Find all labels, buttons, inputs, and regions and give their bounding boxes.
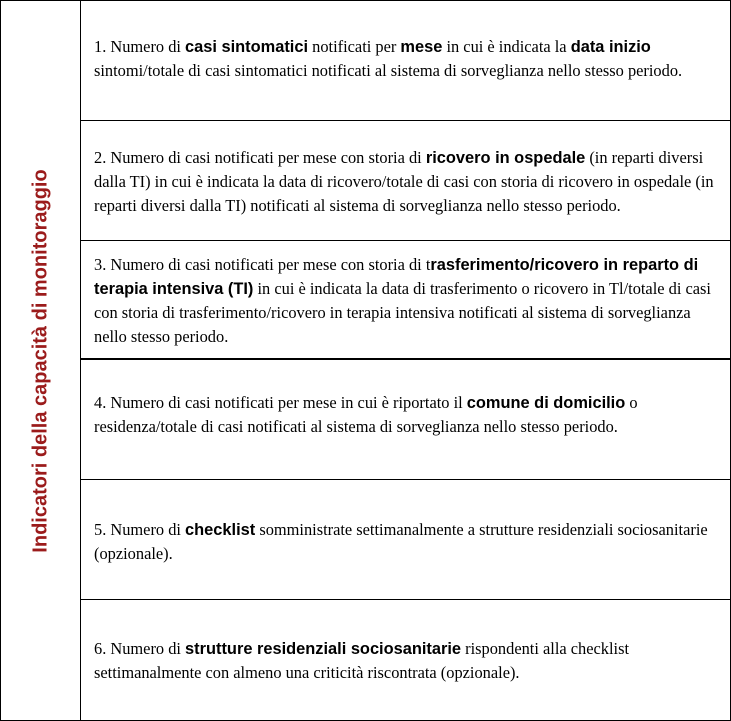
indicator-6-text-part: 6. Numero di [94,639,186,658]
indicator-1-bold-term: casi sintomatici [185,37,309,56]
indicator-text-4 [94,391,724,439]
indicator-text-2 [94,146,724,218]
indicator-5-text-part: somministrate settimanalmente a strutture residenziali sociosanitarie (opzionale). [94,519,708,563]
indicator-5-bold-term: checklist [185,520,256,539]
indicator-4-text-part: 4. Numero di casi notificati per mese in cui è riportato il [94,392,467,412]
indicator-3-text-part: 3. Numero di casi notificati per mese con storia di t [94,254,431,274]
indicator-1-text-part: sintomi/totale di casi sintomatici notificati al sistema di sorveglianza nello stesso periodo. [94,60,683,80]
indicator-4-bold-term: comune di domicilio [466,393,626,412]
indicator-row-5 [81,480,730,600]
indicator-2-bold-term: ricovero in ospedale [425,148,586,167]
indicator-row-6 [81,600,730,720]
indicator-6-bold-term: strutture residenziali sociosanitarie [185,640,462,658]
indicator-row-1 [81,1,730,121]
indicator-text-5 [94,518,724,566]
indicator-5-text-part: 5. Numero di [94,519,186,539]
indicator-2-text-part: 2. Numero di casi notificati per mese con storia di [94,147,426,167]
indicator-text-3 [94,253,724,349]
indicator-rows [81,1,730,720]
indicator-1-bold-term: data inizio [570,37,651,56]
indicator-2-text-part: (in reparti diversi dalla TI) in cui è indicata la data di ricovero/totale di casi con storia di ricovero in ospedale (in reparti diversi dalla TI) notificati al sistema di sorveglianza nello stesso periodo. [94,147,714,215]
side-header-label: Indicatori della capacità di monitoraggio [29,168,51,553]
indicator-text-1 [94,35,724,83]
indicator-1-bold-term: mese [400,37,443,56]
indicator-4-text-part: o residenza/totale di casi notificati al sistema di sorveglianza nello stesso periodo. [94,392,638,436]
indicator-1-text-part: notificati per [308,36,401,56]
indicator-3-text-part: in cui è indicata la data di trasferimento o ricovero in Tl/totale di casi con storia di trasferimento/ricovero in terapia intensiva notificati al sistema di sorveglianza nello stesso periodo. [94,278,711,346]
indicator-text-6 [94,637,724,685]
indicator-1-text-part: 1. Numero di [94,36,186,56]
side-header-cell [1,1,81,720]
indicator-row-3 [81,241,730,360]
indicator-3-bold-term: rasferimento/ricovero in reparto di terapia intensiva (TI) [94,255,699,298]
indicator-6-text-part: rispondenti alla checklist settimanalmente con almeno una criticità riscontrata (opzionale). [94,639,630,682]
indicator-row-4 [81,360,730,480]
indicator-1-text-part: in cui è indicata la [442,36,571,56]
indicator-row-2 [81,121,730,241]
